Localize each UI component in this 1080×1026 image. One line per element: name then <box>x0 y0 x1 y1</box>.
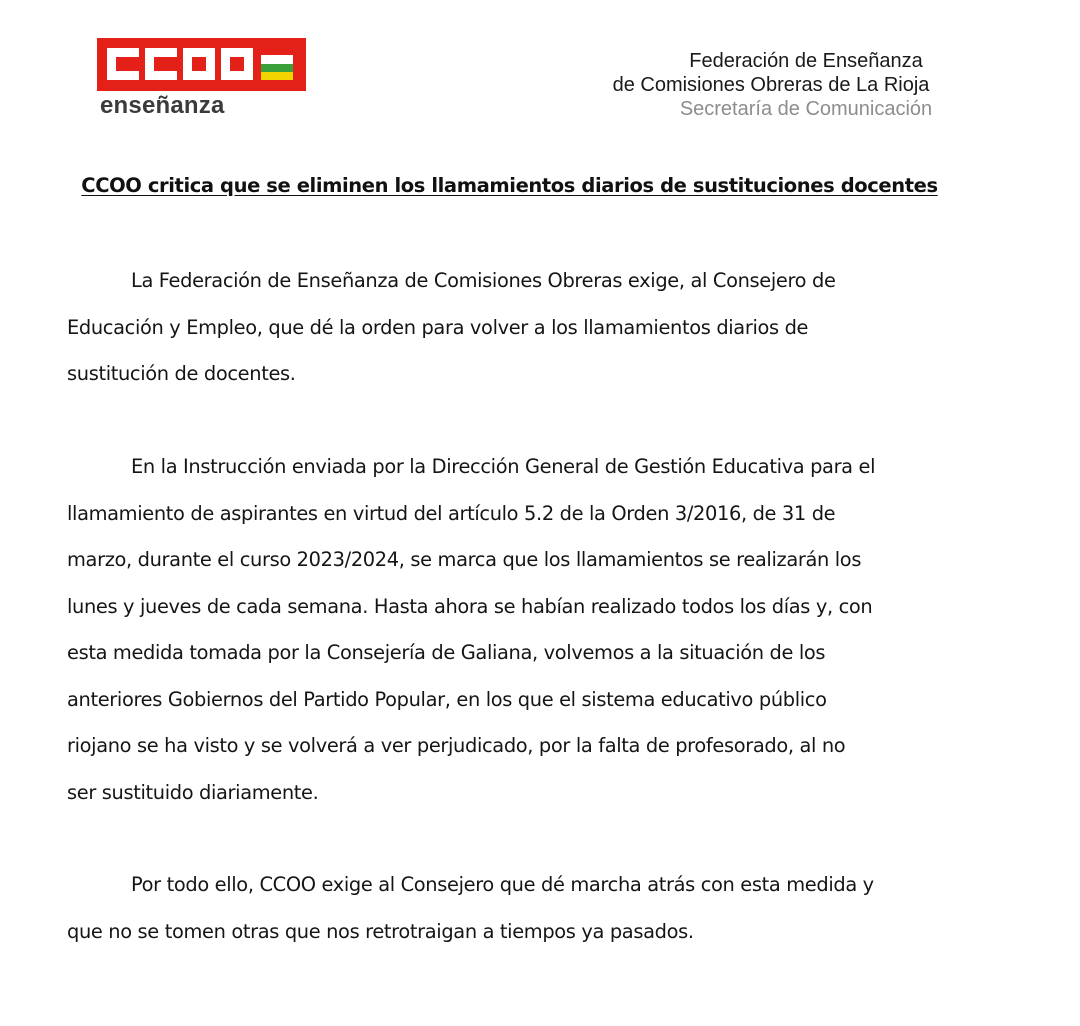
paragraph-line: riojano se ha visto y se volverá a ver perjudicado, por la falta de profesorado, al no <box>67 734 846 757</box>
paragraph-line: que no se tomen otras que nos retrotraigan a tiempos ya pasados. <box>67 919 694 943</box>
org-line-secretariat: Secretaría de Comunicación <box>679 98 933 120</box>
paragraph-line: marzo, durante el curso 2023/2024, se marca que los llamamientos se realizarán los <box>67 548 862 571</box>
paragraph-line: llamamiento de aspirantes en virtud del artículo 5.2 de la Orden 3/2016, de 31 de <box>67 501 836 525</box>
paragraph-line: La Federación de Enseñanza de Comisiones Obreras exige, al Consejero de <box>131 269 836 292</box>
paragraph-line: ser sustituido diariamente. <box>67 780 319 804</box>
paragraph-demand <box>67 258 967 398</box>
paragraph-line: lunes y jueves de cada semana. Hasta ahora se habían realizado todos los días y, con <box>67 594 873 618</box>
logo-subtitle: enseñanza <box>100 92 225 119</box>
paragraph-line: anteriores Gobiernos del Partido Popular, en los que el sistema educativo público <box>67 687 827 711</box>
logo-red-bar <box>97 38 306 91</box>
paragraph-conclusion <box>67 862 967 955</box>
org-line-commissions: de Comisiones Obreras de La Rioja <box>612 74 930 96</box>
paragraph-line: sustitución de docentes. <box>67 362 296 385</box>
paragraph-line: En la Instrucción enviada por la Dirección General de Gestión Educativa para el <box>131 455 876 478</box>
org-line-federation: Federación de Enseñanza <box>689 50 923 72</box>
press-release-headline: CCOO critica que se eliminen los llamamientos diarios de sustituciones docentes <box>81 174 938 197</box>
ccoo-wordmark-icon <box>107 48 253 80</box>
la-rioja-flag-icon <box>261 49 293 80</box>
paragraph-line: Por todo ello, CCOO exige al Consejero que dé marcha atrás con esta medida y <box>131 873 874 896</box>
paragraph-line: Educación y Empleo, que dé la orden para volver a los llamamientos diarios de <box>67 315 809 339</box>
paragraph-line: esta medida tomada por la Consejería de Galiana, volvemos a la situación de los <box>67 641 826 664</box>
organization-header <box>561 49 981 121</box>
paragraph-instruction <box>67 444 967 816</box>
ccoo-ensenanza-logo <box>97 38 307 122</box>
